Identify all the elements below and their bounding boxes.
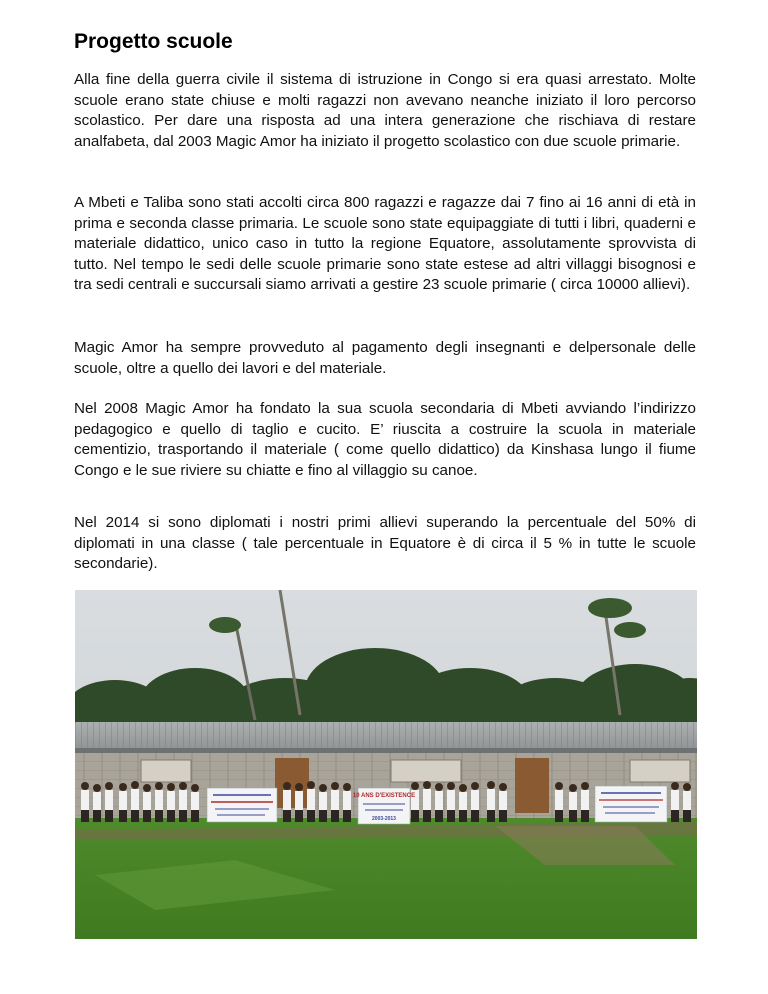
- school-photo-illustration: [75, 590, 697, 939]
- banner-center-line1: 10 ANS D'EXISTENCE: [352, 793, 416, 799]
- banner-left: [207, 788, 277, 822]
- page-title: Progetto scuole: [74, 30, 233, 53]
- paragraph-secondary-school: Nel 2008 Magic Amor ha fondato la sua scuola secondaria di Mbeti avviando l’indirizzo pedagogico e quello di taglio e cucito. E’ riuscita a costruire la scuola in materiale cementizio, trasportando il materiale ( come quello didattico) da Kinshasa lungo il fiume Congo e le sue riviere su chiatte e fino al villaggio su canoe.: [74, 400, 696, 479]
- school-photo: [75, 590, 697, 939]
- building-roof: [75, 722, 697, 752]
- paragraph-staff-payment: Magic Amor ha sempre provveduto al pagamento degli insegnanti e delpersonale delle scuole, oltre a quello dei lavori e del materiale.: [74, 339, 696, 377]
- paragraph-graduates: Nel 2014 si sono diplomati i nostri primi allievi superando la percentuale del 50% di diplomati in una classe ( tale percentuale in Equatore è di circa il 5 % in tutte le scuole secondarie).: [74, 514, 696, 573]
- banner-center-years: 2003-2013: [372, 816, 396, 822]
- paragraph-intro: Alla fine della guerra civile il sistema di istruzione in Congo si era quasi arrestato. Molte scuole erano state chiuse e molti ragazzi non avevano neanche iniziato il loro percorso scolastico. Per dare una risposta ad una intera generazione che rischiava di restare analfabeta, dal 2003 Magic Amor ha iniziato il progetto scolastico con due scuole primarie.: [74, 71, 696, 150]
- banner-center: [353, 788, 415, 824]
- paragraph-primary-schools: A Mbeti e Taliba sono stati accolti circa 800 ragazzi e ragazze dai 7 fino ai 16 anni di età in prima e seconda classe primaria. Le scuole sono state equipaggiate di tutti i libri, quaderni e materiale didattico, unico caso in tutto la regione Equatore, assolutamente sprovvista di tutto. Nel tempo le sedi delle scuole primarie sono state estese ad altri villaggi bisognosi e tra sedi centrali e succursali siamo arrivati a gestire 23 scuole primarie ( circa 10000 allievi).: [74, 194, 696, 294]
- banner-right: [595, 786, 667, 822]
